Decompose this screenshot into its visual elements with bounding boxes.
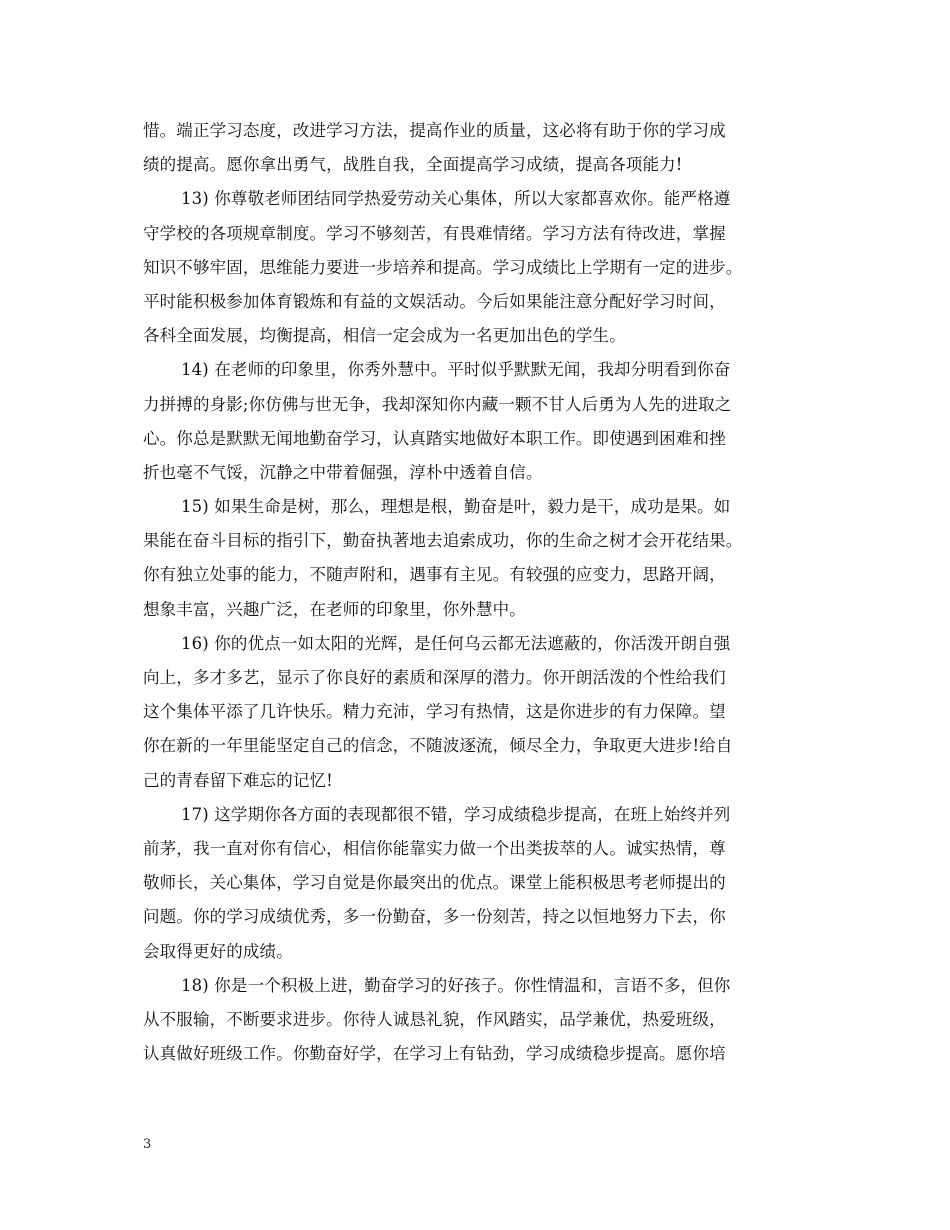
- paragraph-line: 问题。你的学习成绩优秀，多一份勤奋，多一份刻苦，持之以恒地努力下去，你: [143, 907, 726, 927]
- paragraph-first-line: 16) 你的优点一如太阳的光辉，是任何乌云都无法遮蔽的，你活泼开朗自强: [181, 633, 731, 653]
- paragraph-first-line: 13) 你尊敬老师团结同学热爱劳动关心集体，所以大家都喜欢你。能严格遵: [181, 189, 731, 209]
- page-number: 3: [143, 1137, 152, 1152]
- paragraph-line: 惜。端正学习态度，改进学习方法，提高作业的质量，这必将有助于你的学习成: [143, 121, 726, 140]
- paragraph-line: 你在新的一年里能坚定自己的信念，不随波逐流，倾尽全力，争取更大进步!给自: [143, 736, 733, 756]
- paragraph-line: 力拼搏的身影;你仿佛与世无争，我却深知你内藏一颗不甘人后勇为人先的进取之: [143, 394, 732, 414]
- paragraph-line: 向上，多才多艺，显示了你良好的素质和深厚的潜力。你开朗活泼的个性给我们: [143, 668, 726, 687]
- paragraph-line: 各科全面发展，均衡提高，相信一定会成为一名更加出色的学生。: [143, 326, 626, 346]
- paragraph-line: 前茅，我一直对你有信心，相信你能靠实力做一个出类拔萃的人。诚实热情，尊: [143, 838, 726, 858]
- paragraph-line: 认真做好班级工作。你勤奋好学，在学习上有钻劲，学习成绩稳步提高。愿你培: [143, 1044, 726, 1064]
- paragraph-line: 会取得更好的成绩。: [143, 941, 293, 961]
- paragraph-line: 平时能积极参加体育锻炼和有益的文娱活动。今后如果能注意分配好学习时间，: [143, 291, 726, 311]
- paragraph-line: 你有独立处事的能力，不随声附和，遇事有主见。有较强的应变力，思路开阔，: [143, 565, 726, 585]
- paragraph-line: 绩的提高。愿你拿出勇气，战胜自我，全面提高学习成绩，提高各项能力!: [143, 155, 683, 175]
- paragraph-line: 这个集体平添了几许快乐。精力充沛，学习有热情，这是你进步的有力保障。望: [143, 702, 726, 722]
- paragraph-line: 想象丰富，兴趣广泛，在老师的印象里，你外慧中。: [143, 599, 526, 619]
- paragraph-first-line: 17) 这学期你各方面的表现都很不错，学习成绩稳步提高，在班上始终并列: [181, 804, 731, 824]
- paragraph-line: 敬师长，关心集体，学习自觉是你最突出的优点。课堂上能积极思考老师提出的: [143, 873, 726, 893]
- paragraph-line: 己的青春留下难忘的记忆!: [143, 770, 333, 790]
- paragraph-first-line: 18) 你是一个积极上进，勤奋学习的好孩子。你性情温和，言语不多，但你: [181, 975, 731, 995]
- paragraph-line: 心。你总是默默无闻地勤奋学习，认真踏实地做好本职工作。即使遇到困难和挫: [143, 428, 726, 448]
- paragraph-line: 果能在奋斗目标的指引下，勤奋执著地去追索成功，你的生命之树才会开花结果。: [143, 531, 743, 551]
- paragraph-first-line: 15) 如果生命是树，那么，理想是根，勤奋是叶，毅力是干，成功是果。如: [181, 497, 731, 517]
- paragraph-line: 知识不够牢固，思维能力要进一步培养和提高。学习成绩比上学期有一定的进步。: [143, 257, 743, 277]
- paragraph-line: 守学校的各项规章制度。学习不够刻苦，有畏难情绪。学习方法有待改进，掌握: [143, 223, 726, 243]
- paragraph-first-line: 14) 在老师的印象里，你秀外慧中。平时似乎默默无闻，我却分明看到你奋: [181, 360, 731, 380]
- document-body: [143, 114, 813, 1071]
- paragraph-line: 从不服输，不断要求进步。你待人诚恳礼貌，作风踏实，品学兼优，热爱班级，: [143, 1009, 726, 1029]
- paragraph-line: 折也毫不气馁，沉静之中带着倔强，淳朴中透着自信。: [143, 462, 543, 482]
